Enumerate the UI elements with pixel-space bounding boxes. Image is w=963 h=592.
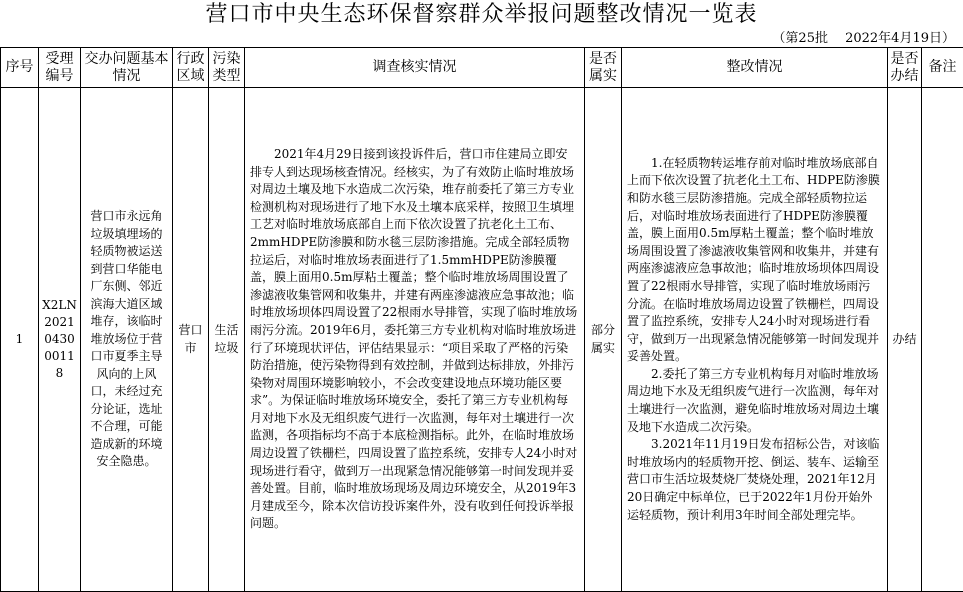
header-accept-no: 受理编号: [39, 48, 81, 88]
header-region: 行政区域: [173, 48, 209, 88]
batch-date-subtitle: （第25批 2022年4月19日）: [0, 31, 955, 47]
header-investigation: 调查核实情况: [245, 48, 585, 88]
header-is-true: 是否属实: [585, 48, 622, 88]
cell-is-done: 办结: [888, 88, 922, 592]
header-pollution-type: 污染类型: [209, 48, 245, 88]
header-is-done: 是否办结: [888, 48, 922, 88]
rectification-item-1: 1.在轻质物转运堆存前对临时堆放场底部自上而下依次设置了抗老化土工布、HDPE防渗膜和防水毯三层防渗措施。完成全部轻质物拉运后，对临时堆放场表面进行了HDPE防渗膜覆盖，膜上面用0.5m厚粘土覆盖；整个临时堆放场周围设置了渗滤液收集管网和收集井，并建有两座渗滤液应急事故池；临时堆放场坝体四周设置了22根雨水导排管，实现了临时堆放场雨污分流。在临时堆放场周边设置了铁栅栏，四周设置了监控系统，安排专人24小时对现场进行看守，做到万一出现紧急情况能够第一时间发现并妥善处置。: [627, 155, 882, 366]
cell-investigation: [245, 88, 585, 592]
cell-basic-info: 营口市永远角垃圾填埋场的轻质物被运送到营口华能电厂东侧、邻近滨海大道区域堆存，该临时堆放场位于营口市夏季主导风向的上风口，未经过充分论证，选址不合理，可能造成新的环境安全隐患。: [81, 88, 173, 592]
cell-accept-no: X2LN2021043000118: [39, 88, 81, 592]
cell-pollution-type: 生活垃圾: [209, 88, 245, 592]
investigation-text: 2021年4月29日接到该投诉件后，营口市住建局立即安排专人到达现场核查情况。经核实，为了有效防止临时堆放场对周边土壤及地下水造成二次污染，堆存前委托了第三方专业检测机构对现场进行了地下水及土壤本底采样，按照卫生填埋工艺对临时堆放场底部自上而下依次设置了抗老化土工布、2mmHDPE防渗膜和防水毯三层防渗措施。完成全部轻质物拉运后，对临时堆放场表面进行了1.5mmHDPE防渗膜覆盖，膜上面用0.5m厚粘土覆盖；整个临时堆放场周围设置了渗滤液收集管网和收集井，并建有两座渗滤液应急事故池；临时堆放场坝体四周设置了22根雨水导排管，实现了临时堆放场雨污分流。2019年6月，委托第三方专业机构对临时堆放场进行了环境现状评估，评估结果显示：“项目采取了严格的污染防治措施，使污染物得到有效控制，并做到达标排放，外排污染物对周围环境影响较小，不会改变建设地点环境功能区要求”。为保证临时堆放场环境安全，委托了第三方专业机构每月对地下水及无组织废气进行一次监测，每年对土壤进行一次监测，各项指标均不高于本底检测指标。此外，在临时堆放场周边设置了铁栅栏，四周设置了监控系统，安排专人24小时对现场进行看守，做到万一出现紧急情况能够第一时间发现并妥善处置。目前，临时堆放场现场及周边环境安全，从2019年3月建成至今，除本次信访投诉案件外，没有收到任何投诉举报问题。: [250, 146, 579, 533]
report-table: [0, 47, 963, 592]
cell-is-true: 部分属实: [585, 88, 622, 592]
table-header-row: [1, 48, 963, 88]
header-rectification: 整改情况: [622, 48, 888, 88]
header-remark: 备注: [922, 48, 963, 88]
cell-region: 营口市: [173, 88, 209, 592]
cell-seq: 1: [1, 88, 39, 592]
cell-remark: [922, 88, 963, 592]
table-row: [1, 88, 963, 592]
cell-rectification: [622, 88, 888, 592]
header-seq: 序号: [1, 48, 39, 88]
page-title: 营口市中央生态环保督察群众举报问题整改情况一览表: [0, 0, 963, 30]
rectification-item-2: 2.委托了第三方专业机构每月对临时堆放场周边地下水及无组织废气进行一次监测，每年对土壤进行一次监测，避免临时堆放场对周边土壤及地下水造成二次污染。: [627, 366, 882, 436]
header-basic-info: 交办问题基本情况: [81, 48, 173, 88]
rectification-item-3: 3.2021年11月19日发布招标公告，对该临时堆放场内的轻质物开挖、倒运、装车、运输至营口市生活垃圾焚烧厂焚烧处理，2021年12月20日确定中标单位，已于2022年1月份开始外运轻质物，预计利用3年时间全部处理完毕。: [627, 436, 882, 524]
